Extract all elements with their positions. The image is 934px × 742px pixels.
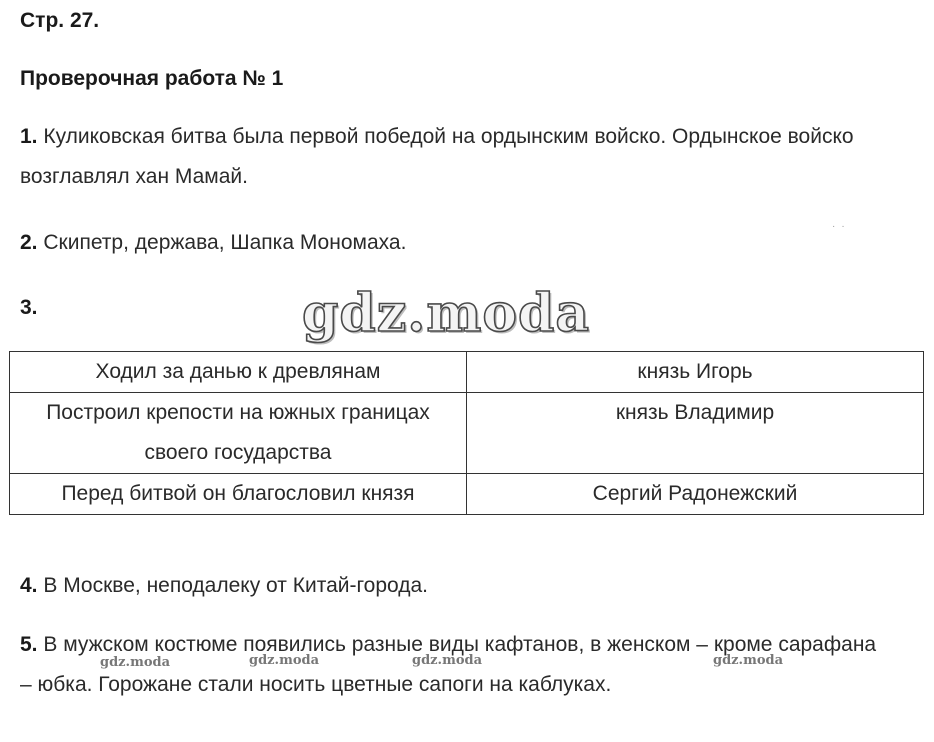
worksheet-title: Проверочная работа № 1 — [20, 67, 284, 90]
answer-4 — [20, 566, 900, 606]
answer-3 — [20, 288, 38, 328]
table-cell-action: Перед битвой он благословил князя — [10, 474, 467, 515]
answer-3-table — [9, 351, 924, 515]
watermark-small-2: gdz.moda — [249, 653, 320, 668]
answer-2 — [20, 223, 900, 263]
table-cell-person: Сергий Радонежский — [467, 474, 924, 515]
answer-2-text: Скипетр, держава, Шапка Мономаха. — [43, 231, 407, 254]
watermark-small-4: gdz.moda — [713, 653, 784, 668]
watermark-small-3: gdz.moda — [412, 653, 483, 668]
table-cell-action: Построил крепости на южных границах своего государства — [10, 393, 467, 474]
answer-1-number: 1. — [20, 125, 38, 148]
answer-2-number: 2. — [20, 231, 38, 254]
answer-3-number: 3. — [20, 296, 38, 319]
table-cell-action: Ходил за данью к древлянам — [10, 352, 467, 393]
answer-4-number: 4. — [20, 574, 38, 597]
table-cell-person: князь Владимир — [467, 393, 924, 474]
answer-4-text: В Москве, неподалеку от Китай-города. — [43, 574, 429, 597]
answer-1-text: Куликовская битва была первой победой на ордынским войско. Ордынское войско возглавлял хан Мамай. — [20, 125, 854, 188]
answer-5-number: 5. — [20, 633, 38, 656]
table-row — [10, 393, 924, 474]
table-row — [10, 474, 924, 515]
answer-5-text: В мужском костюме появились разные виды кафтанов, в женском – кроме сарафана – юбка. Горожане стали носить цветные сапоги на каблуках. — [20, 633, 877, 696]
answer-1 — [20, 117, 900, 197]
answer-5 — [20, 625, 890, 705]
table-row — [10, 352, 924, 393]
watermark-logo: gdz.moda — [302, 283, 591, 344]
watermark-small-1: gdz.moda — [100, 655, 171, 670]
page-reference: Стр. 27. — [20, 9, 100, 32]
table-cell-person: князь Игорь — [467, 352, 924, 393]
decorative-dots: ·· — [832, 221, 851, 232]
